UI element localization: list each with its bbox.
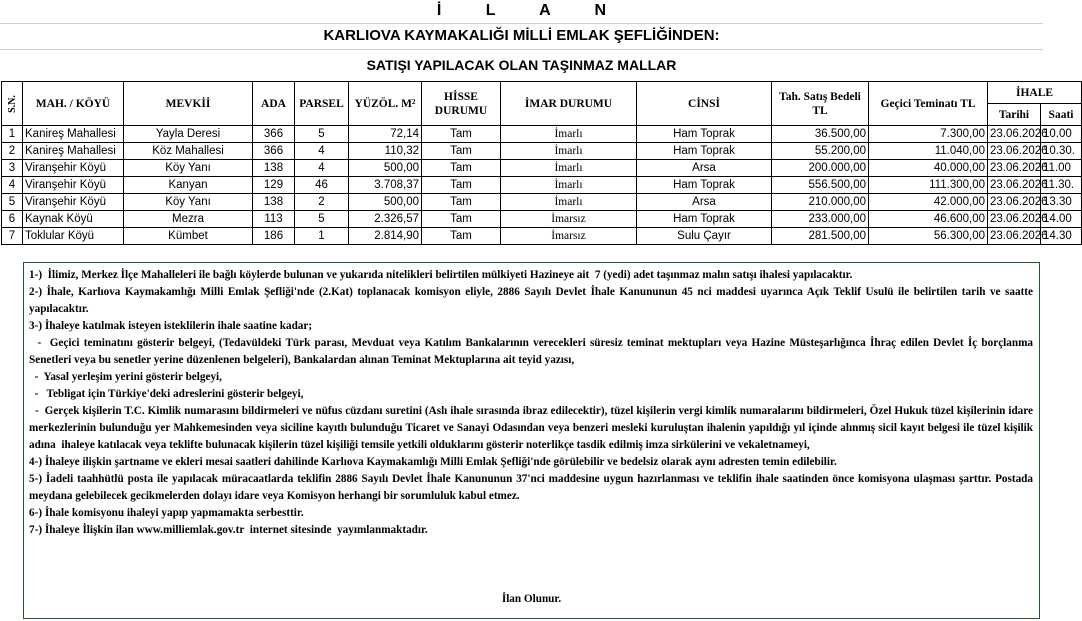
cell-mevki: Yayla Deresi — [124, 126, 253, 143]
divider — [0, 49, 1043, 50]
cell-cinsi: Ham Toprak — [637, 177, 772, 194]
column-header-parsel: PARSEL — [295, 82, 349, 126]
cell-teminat: 56.300,00 — [869, 228, 988, 245]
cell-teminat: 46.600,00 — [869, 211, 988, 228]
term-item: 7-) İhaleye İlişkin ilan www.milliemlak.gov.tr internet sitesinde yayımlanmaktadır. — [29, 524, 428, 536]
cell-cinsi: Ham Toprak — [637, 211, 772, 228]
cell-cinsi: Ham Toprak — [637, 143, 772, 160]
cell-ada: 366 — [253, 143, 295, 160]
column-header-cinsi: CİNSİ — [637, 82, 772, 126]
cell-teminat: 40.000,00 — [869, 160, 988, 177]
cell-sn: 1 — [2, 126, 23, 143]
cell-mah: Kanireş Mahallesi — [23, 126, 124, 143]
cell-parsel: 4 — [295, 143, 349, 160]
cell-hisse: Tam — [422, 126, 501, 143]
cell-hisse: Tam — [422, 194, 501, 211]
cell-bedel: 55.200,00 — [772, 143, 869, 160]
cell-yuzol: 2.326,57 — [349, 211, 422, 228]
terms-list — [29, 267, 1036, 539]
cell-imar: İmarlı — [501, 177, 637, 194]
table-subtitle: SATIŞI YAPILACAK OLAN TAŞINMAZ MALLAR — [366, 57, 677, 73]
cell-tarih: 23.06.2026 — [988, 228, 1041, 245]
column-header-bedel: Tah. Satış Bedeli TL — [772, 82, 869, 126]
cell-tarih: 23.06.2026 — [988, 177, 1041, 194]
cell-ada: 113 — [253, 211, 295, 228]
cell-saat: 13.30 — [1041, 194, 1082, 211]
cell-hisse: Tam — [422, 228, 501, 245]
cell-mevki: Köy Yanı — [124, 194, 253, 211]
term-item: - Gerçek kişilerin T.C. Kimlik numarasını bildirmeleri ve nüfus cüzdanı suretini (Aslı ihale sırasında ibraz edilecektir), tüzel kişilerin vergi kimlik numaralarını bildirmeleri, Özel Hukuk tüzel kişilerinin idare merkezlerinin bulunduğu yer Mahkemesinden veya siciline kayıtlı bulunduğu Ticaret ve Sanayi Odasından veya benzeri mesleki kuruluştan ihalenin yapıldığı yıl içinde alınmış sicil kayıt belgesi ile tüzel kişilik adına ihaleye katılacak veya teklifte bulunacak kişilerin tüzel kişiliği temsile yetkili olduklarını gösterir noterlikçe tasdik edilmiş imza sirkülerini ve vekaletnameyi, — [29, 405, 1036, 451]
column-header-teminat: Geçici Teminatı TL — [869, 82, 988, 126]
cell-mevki: Mezra — [124, 211, 253, 228]
cell-imar: İmarlı — [501, 194, 637, 211]
cell-sn: 3 — [2, 160, 23, 177]
cell-hisse: Tam — [422, 211, 501, 228]
cell-hisse: Tam — [422, 143, 501, 160]
cell-mah: Toklular Köyü — [23, 228, 124, 245]
column-header-imar: İMAR DURUMU — [501, 82, 637, 126]
cell-tarih: 23.06.2026 — [988, 143, 1041, 160]
cell-ada: 138 — [253, 194, 295, 211]
table-row — [2, 211, 1082, 228]
cell-teminat: 42.000,00 — [869, 194, 988, 211]
cell-bedel: 36.500,00 — [772, 126, 869, 143]
cell-parsel: 2 — [295, 194, 349, 211]
cell-mevki: Köy Yanı — [124, 160, 253, 177]
term-item: 1-) İlimiz, Merkez İlçe Mahalleleri ile bağlı köylerde bulunan ve yukarıda nitelikleri belirtilen mülkiyeti Hazineye ait 7 (yedi) adet taşınmaz malın satışı ihalesi yapılacaktır. — [29, 269, 853, 281]
notice-heading: İ L A N — [436, 2, 627, 19]
column-header-saati: Saati — [1041, 104, 1082, 126]
term-item: 3-) İhaleye katılmak isteyen isteklilerin ihale saatine kadar; — [29, 320, 313, 332]
cell-yuzol: 3.708,37 — [349, 177, 422, 194]
cell-bedel: 210.000,00 — [772, 194, 869, 211]
term-item: 5-) İadeli taahhütlü posta ile yapılacak müracaatlarda teklifin 2886 Sayılı Devlet İhale Kanununun 37'nci maddesine uygun hazırlanması ve teklifin ihale saatinden önce komisyona ulaşması şarttır. Postada meydana gelebilecek gecikmelerden dolayı idare veya Komisyon herhangi bir sorumluluk kabul etmez. — [29, 473, 1036, 502]
column-header-mevki: MEVKİİ — [124, 82, 253, 126]
notice-terms-box — [23, 262, 1040, 619]
cell-bedel: 281.500,00 — [772, 228, 869, 245]
term-item: 6-) İhale komisyonu ihaleyi yapıp yapmamakta serbesttir. — [29, 507, 304, 519]
cell-bedel: 233.000,00 — [772, 211, 869, 228]
cell-imar: İmarlı — [501, 143, 637, 160]
cell-saat: 11.30. — [1041, 177, 1082, 194]
table-row — [2, 177, 1082, 194]
column-header-ada: ADA — [253, 82, 295, 126]
cell-parsel: 5 — [295, 126, 349, 143]
cell-imar: İmarlı — [501, 160, 637, 177]
cell-parsel: 4 — [295, 160, 349, 177]
cell-imar: İmarsız — [501, 211, 637, 228]
column-header-tarih: Tarihi — [988, 104, 1041, 126]
cell-teminat: 7.300,00 — [869, 126, 988, 143]
cell-bedel: 200.000,00 — [772, 160, 869, 177]
cell-mevki: Kanyan — [124, 177, 253, 194]
cell-saat: 10.00 — [1041, 126, 1082, 143]
cell-sn: 2 — [2, 143, 23, 160]
term-item: 2-) İhale, Karlıova Kaymakamlığı Milli Emlak Şefliği'nde (2.Kat) toplanacak komisyon eliyle, 2886 Sayılı Devlet İhale Kanununun 45 nci maddesi uyarınca Açık Teklif Usulü ile belirtilen tarih ve saatte yapılacaktır. — [29, 286, 1036, 315]
table-row — [2, 228, 1082, 245]
cell-teminat: 11.040,00 — [869, 143, 988, 160]
cell-teminat: 111.300,00 — [869, 177, 988, 194]
cell-mevki: Kümbet — [124, 228, 253, 245]
term-item: - Tebligat için Türkiye'deki adreslerini gösterir belgeyi, — [29, 388, 304, 400]
column-header-sn: S.N. — [2, 82, 23, 126]
cell-sn: 5 — [2, 194, 23, 211]
cell-ada: 138 — [253, 160, 295, 177]
column-header-hisse: HİSSE DURUMU — [422, 82, 501, 126]
cell-parsel: 46 — [295, 177, 349, 194]
column-header-ihale: İHALE — [988, 82, 1082, 104]
table-row — [2, 126, 1082, 143]
cell-mah: Kanireş Mahallesi — [23, 143, 124, 160]
cell-mah: Kaynak Köyü — [23, 211, 124, 228]
cell-imar: İmarsız — [501, 228, 637, 245]
column-header-yuzol: YÜZÖL. M² — [349, 82, 422, 126]
cell-imar: İmarlı — [501, 126, 637, 143]
cell-hisse: Tam — [422, 177, 501, 194]
cell-saat: 14.30 — [1041, 228, 1082, 245]
column-header-mah: MAH. / KÖYÜ — [23, 82, 124, 126]
cell-saat: 14.00 — [1041, 211, 1082, 228]
cell-cinsi: Arsa — [637, 194, 772, 211]
cell-hisse: Tam — [422, 160, 501, 177]
term-item: - Geçici teminatını gösterir belgeyi, (Tedavüldeki Türk parası, Mevduat veya Katılım Bankalarının verecekleri süresiz teminat mektupları veya Hazine Müsteşarlığınca İhraç edilen Devlet İç borçlanma Senetleri veya bu senetler yerine düzenlenen belgeleri), Bankalardan alınan Teminat Mektuplarına ait teyid yazısı, — [29, 337, 1036, 366]
office-title: KARLIOVA KAYMAKALIĞI MİLLİ EMLAK ŞEFLİĞİNDEN: — [323, 27, 720, 44]
cell-cinsi: Arsa — [637, 160, 772, 177]
cell-mah: Viranşehir Köyü — [23, 194, 124, 211]
cell-tarih: 23.06.2026 — [988, 211, 1041, 228]
cell-ada: 366 — [253, 126, 295, 143]
table-header — [2, 82, 1082, 126]
cell-ada: 186 — [253, 228, 295, 245]
property-table — [1, 81, 1082, 245]
cell-mah: Viranşehir Köyü — [23, 177, 124, 194]
cell-sn: 6 — [2, 211, 23, 228]
table-row — [2, 160, 1082, 177]
table-row — [2, 194, 1082, 211]
term-item: - Yasal yerleşim yerini gösterir belgeyi, — [29, 371, 222, 383]
table-body — [2, 126, 1082, 245]
cell-yuzol: 72,14 — [349, 126, 422, 143]
cell-yuzol: 500,00 — [349, 194, 422, 211]
cell-yuzol: 500,00 — [349, 160, 422, 177]
term-item: 4-) İhaleye ilişkin şartname ve ekleri mesai saatleri dahilinde Karlıova Kaymakamlığı Milli Emlak Şefliği'nde görülebilir ve bedelsiz olarak aynı adresten temin edilebilir. — [29, 456, 837, 468]
cell-parsel: 1 — [295, 228, 349, 245]
cell-mah: Viranşehir Köyü — [23, 160, 124, 177]
table-row — [2, 143, 1082, 160]
notice-signoff: İlan Olunur. — [501, 593, 562, 605]
cell-yuzol: 110,32 — [349, 143, 422, 160]
cell-yuzol: 2.814,90 — [349, 228, 422, 245]
cell-cinsi: Ham Toprak — [637, 126, 772, 143]
cell-sn: 7 — [2, 228, 23, 245]
cell-tarih: 23.06.2026 — [988, 126, 1041, 143]
cell-cinsi: Sulu Çayır — [637, 228, 772, 245]
cell-tarih: 23.06.2026 — [988, 194, 1041, 211]
cell-sn: 4 — [2, 177, 23, 194]
cell-bedel: 556.500,00 — [772, 177, 869, 194]
cell-parsel: 5 — [295, 211, 349, 228]
cell-saat: 11.00 — [1041, 160, 1082, 177]
cell-saat: 10.30. — [1041, 143, 1082, 160]
cell-mevki: Köz Mahallesi — [124, 143, 253, 160]
cell-tarih: 23.06.2026 — [988, 160, 1041, 177]
cell-ada: 129 — [253, 177, 295, 194]
